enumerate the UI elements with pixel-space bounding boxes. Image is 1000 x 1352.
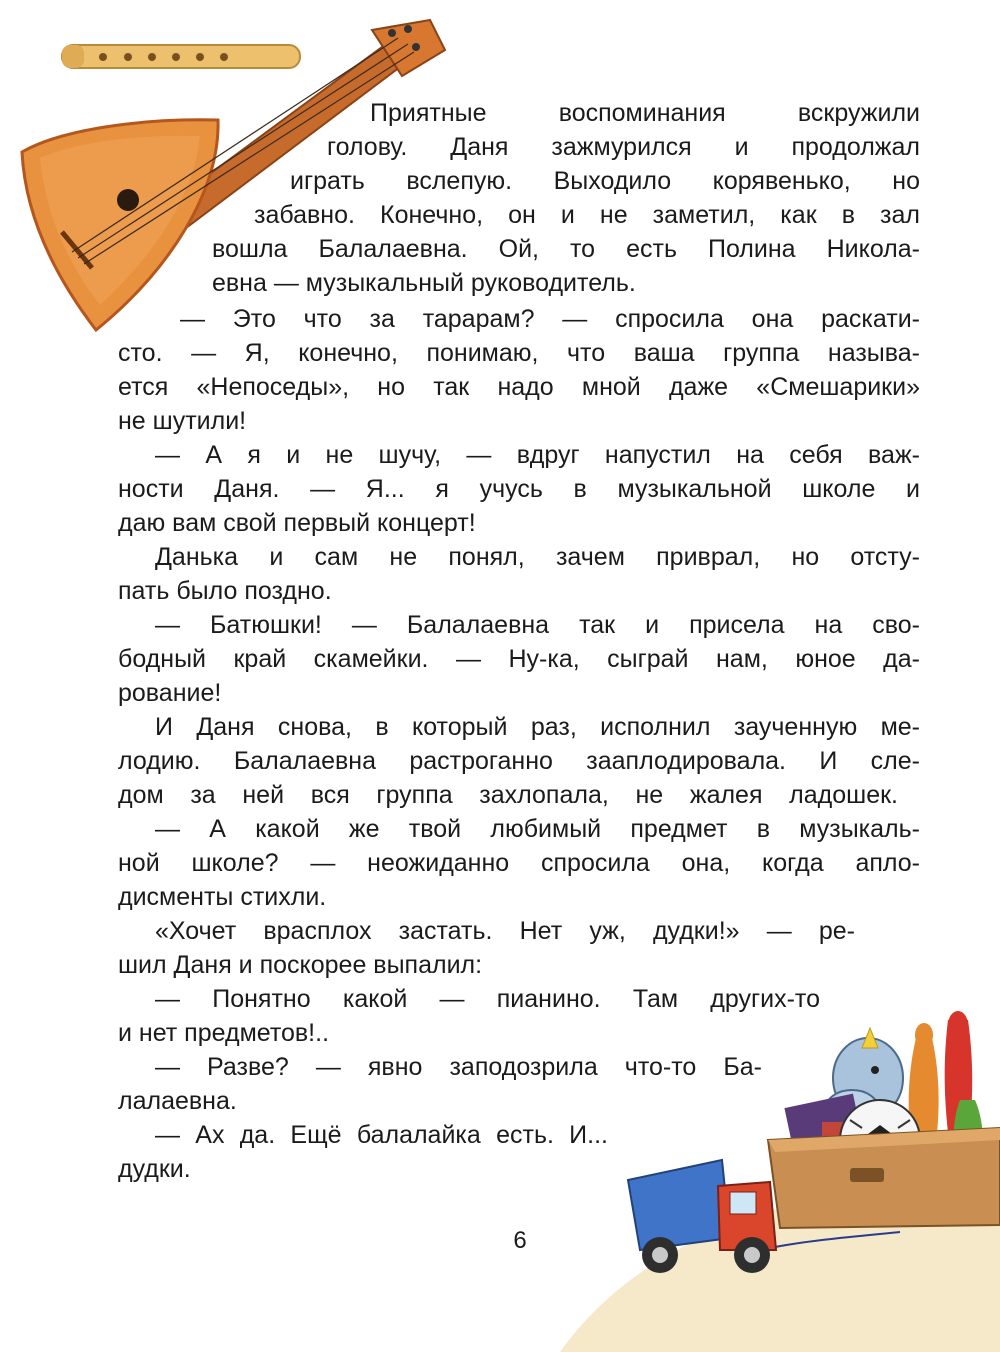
text-line: ности Даня. — Я... я учусь в музыкальной школе и [118,475,920,503]
text-line: играть вслепую. Выходило корявенько, но [290,167,920,195]
text-line: — Ах да. Ещё балалайка есть. И... [155,1121,608,1149]
flute-icon [62,45,300,68]
text-line: — Разве? — явно заподозрила что-то Ба- [155,1053,762,1081]
text-line: забавно. Конечно, он и не заметил, как в зал [254,201,920,229]
text-line: шил Даня и поскорее выпалил: [118,951,483,979]
text-line: И Даня снова, в который раз, исполнил заученную ме- [155,713,920,741]
text-line: — Понятно какой — пианино. Там других-то [155,985,820,1013]
text-line: лалаевна. [118,1087,237,1115]
toy-box-icon [768,1011,1000,1228]
page-number: 6 [513,1227,527,1254]
text-line: дудки. [118,1155,191,1183]
text-line: голову. Даня зажмурился и продолжал [327,133,920,161]
text-line: — А какой же твой любимый предмет в музыкаль- [155,815,920,843]
text-line: и нет предметов!.. [118,1019,330,1047]
text-line: вошла Балалаевна. Ой, то есть Полина Никола- [212,235,920,263]
text-line: Данька и сам не понял, зачем приврал, но отсту- [155,543,920,571]
text-line: «Хочет врасплох застать. Нет уж, дудки!» — ре- [155,917,855,945]
text-line: бодный край скамейки. — Ну-ка, сыграй нам, юное да- [118,645,920,673]
text-line: лодию. Балалаевна растроганно зааплодировала. И сле- [118,747,920,775]
text-line: дисменты стихли. [118,883,327,911]
text-line: — Батюшки! — Балалаевна так и присела на сво- [155,611,920,639]
text-line: сто. — Я, конечно, понимаю, что ваша группа называ- [118,339,920,367]
text-line: евна — музыкальный руководитель. [212,269,636,297]
text-line: рование! [118,679,222,707]
text-line: — А я и не шучу, — вдруг напустил на себя важ- [155,441,920,469]
text-line: ной школе? — неожиданно спросила она, когда апло- [118,849,920,877]
text-line: ется «Непоседы», но так надо мной даже «Смешарики» [118,373,920,401]
text-line: пать было поздно. [118,577,332,605]
text-line: не шутили! [118,407,247,435]
text-line: дом за ней вся группа захлопала, не жалея ладошек. [118,781,898,809]
text-line: Приятные воспоминания вскружили [370,99,920,127]
text-line: даю вам свой первый концерт! [118,509,476,537]
text-line: — Это что за тарарам? — спросила она раскати- [180,305,920,333]
